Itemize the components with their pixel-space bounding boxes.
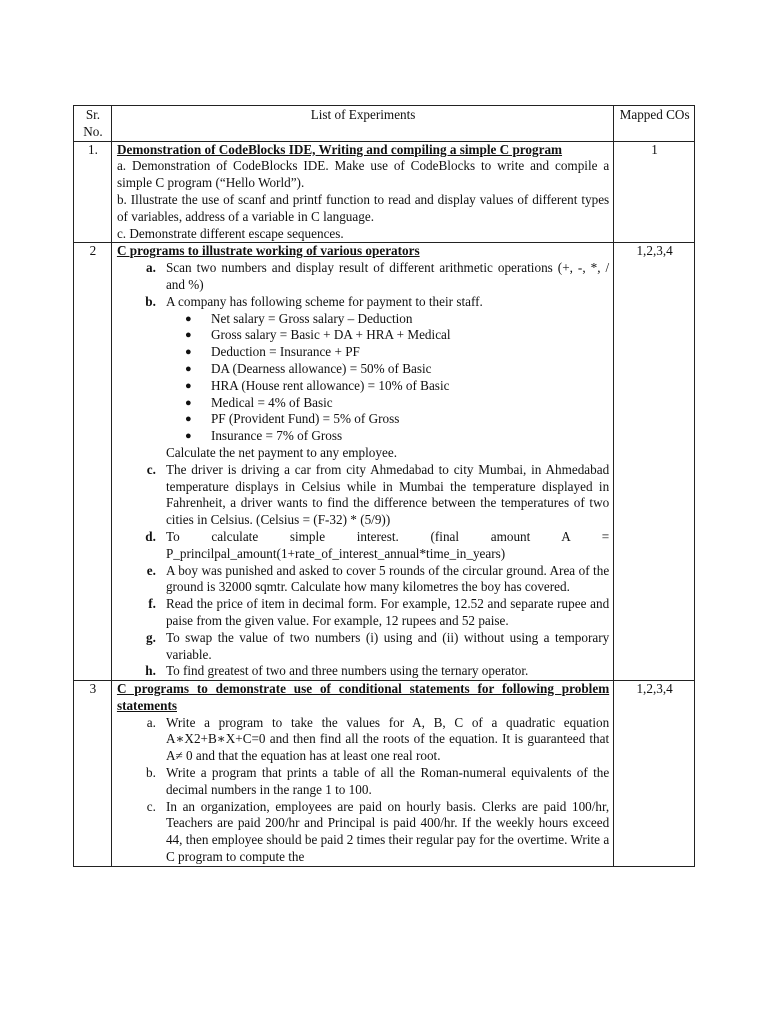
- list-item: [117, 563, 609, 597]
- item-label: b.: [146, 765, 156, 781]
- list-item: [117, 462, 609, 529]
- list-item: [117, 799, 609, 866]
- bullet-icon: ●: [184, 396, 192, 409]
- table-row: [74, 141, 695, 243]
- header-sr-no: Sr. No.: [74, 106, 112, 142]
- item-text: A boy was punished and asked to cover 5 rounds of the circular ground. Area of the ground is 32000 sqmtr. Calculate how many kilometres the boy has covered.: [165, 562, 610, 595]
- bullet-item: ● Deduction = Insurance + PF: [184, 344, 360, 360]
- list-item: [117, 260, 609, 294]
- bullet-icon: ●: [184, 312, 192, 325]
- header-list-of-experiments: List of Experiments: [111, 106, 613, 142]
- item-label: c.: [146, 798, 156, 814]
- bullet-item: ● Net salary = Gross salary – Deduction: [184, 310, 413, 326]
- item-text: In an organization, employees are paid on hourly basis. Clerks are paid 100/hr, Teachers are paid 200/hr and Principal is paid 400/hr. If the weekly hours exceed 44, then employee should be paid 2 times their regular pay for the overtime. Write a C program to compute the: [165, 798, 610, 865]
- list-item: [117, 630, 609, 664]
- bullet-item: ● PF (Provident Fund) = 5% of Gross: [184, 411, 400, 427]
- experiment-heading: C programs to demonstrate use of conditional statements for following problem statements: [116, 681, 610, 713]
- list-item: [117, 596, 609, 630]
- bullet-icon: ●: [184, 379, 192, 392]
- mapped-cos: 1,2,3,4: [614, 243, 695, 681]
- item-label: e.: [146, 562, 156, 578]
- item-label: b.: [145, 293, 156, 309]
- item-text: Write a program that prints a table of all the Roman-numeral equivalents of the decimal numbers in the range 1 to 100.: [165, 765, 610, 797]
- bullet-item: ● DA (Dearness allowance) = 50% of Basic: [184, 360, 432, 376]
- header-mapped-cos: Mapped COs: [614, 106, 695, 142]
- bullet-icon: ●: [184, 430, 192, 443]
- list-item: [117, 765, 609, 799]
- item-text: A company has following scheme for payment to their staff.: [165, 293, 483, 309]
- experiment-paragraph: b. Illustrate the use of scanf and printf function to read and display values of different types of variables, address of a variable in C language.: [116, 191, 610, 224]
- item-text: To swap the value of two numbers (i) using and (ii) without using a temporary variable.: [165, 629, 610, 662]
- item-label: g.: [146, 629, 156, 645]
- list-item: [117, 294, 609, 311]
- mapped-cos: 1,2,3,4: [614, 681, 695, 867]
- bullet-icon: ●: [184, 362, 192, 375]
- item-text: The driver is driving a car from city Ahmedabad to city Mumbai, in Ahmedabad temperature displays in Celsius while in Mumbai the temperature displayed in Fahrenheit, a driver wants to find the difference between the temperatures of two cities in Celsius. (Celsius = (F-32) * (5/9)): [165, 461, 610, 528]
- table-row: [74, 681, 695, 867]
- item-label: d.: [145, 528, 156, 544]
- sr-number: 2: [74, 243, 112, 681]
- list-item: [117, 663, 609, 680]
- calculation-note: Calculate the net payment to any employee.: [165, 444, 398, 460]
- item-label: a.: [146, 714, 156, 730]
- list-item: [117, 715, 609, 765]
- bullet-item: ● Insurance = 7% of Gross: [184, 428, 343, 444]
- bullet-item: ● Gross salary = Basic + DA + HRA + Medical: [184, 327, 451, 343]
- item-text: Scan two numbers and display result of different arithmetic operations (+, -, *, / and %): [165, 260, 610, 292]
- salary-scheme-list: [117, 311, 609, 445]
- experiment-heading: C programs to illustrate working of various operators: [116, 243, 420, 259]
- sr-number: 1.: [74, 141, 112, 243]
- bullet-icon: ●: [184, 346, 192, 359]
- mapped-cos: 1: [614, 141, 695, 243]
- table-row: [74, 243, 695, 681]
- item-label: h.: [145, 663, 156, 679]
- item-text: Write a program to take the values for A, B, C of a quadratic equation A∗X2+B∗X+C=0 and then find all the roots of the equation. It is guaranteed that A≠ 0 and that the equation has at least one real root.: [165, 714, 610, 764]
- table-header-row: [74, 106, 695, 142]
- bullet-icon: ●: [184, 329, 192, 342]
- experiments-table: [73, 105, 695, 867]
- item-label: f.: [148, 596, 156, 612]
- item-text: Read the price of item in decimal form. For example, 12.52 and separate rupee and paise from the given value. For example, 12 rupees and 52 paise.: [165, 596, 610, 628]
- sr-number: 3: [74, 681, 112, 867]
- list-item: [117, 529, 609, 563]
- experiment-cell: [111, 681, 613, 867]
- experiment-cell: [111, 243, 613, 681]
- bullet-icon: ●: [184, 413, 192, 426]
- experiment-cell: [111, 141, 613, 243]
- experiment-heading: Demonstration of CodeBlocks IDE, Writing and compiling a simple C program: [116, 141, 563, 157]
- item-label: c.: [146, 461, 156, 477]
- item-text: To calculate simple interest. (final amount A = P_princilpal_amount(1+rate_of_interest_annual*time_in_years): [165, 528, 610, 561]
- item-label: a.: [146, 260, 156, 276]
- item-text: To find greatest of two and three numbers using the ternary operator.: [165, 663, 529, 679]
- bullet-item: ● HRA (House rent allowance) = 10% of Basic: [184, 377, 450, 393]
- experiment-paragraph: c. Demonstrate different escape sequences.: [116, 225, 344, 241]
- experiment-paragraph: a. Demonstration of CodeBlocks IDE. Make use of CodeBlocks to write and compile a simple C program (“Hello World”).: [116, 158, 610, 191]
- bullet-item: ● Medical = 4% of Basic: [184, 394, 333, 410]
